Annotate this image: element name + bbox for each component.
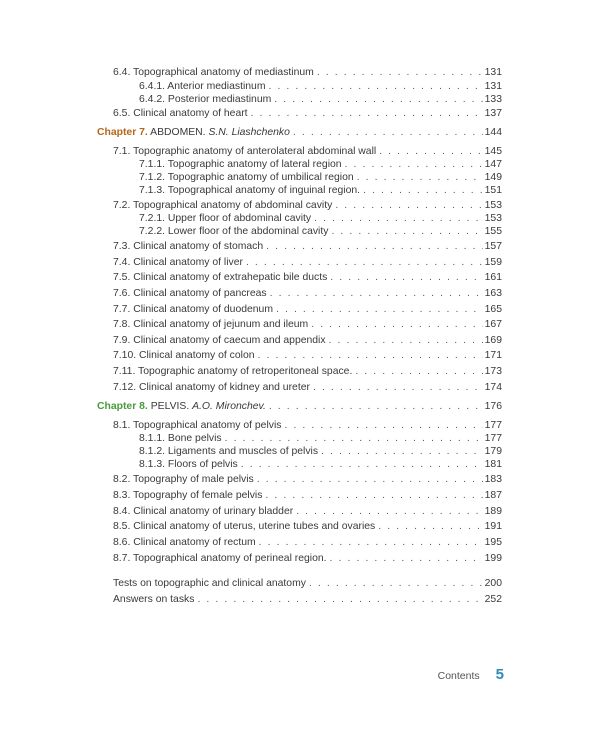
toc-entry[interactable]: [113, 66, 502, 79]
toc-entry[interactable]: [139, 158, 502, 171]
chapter-number: Chapter 8.: [97, 401, 148, 412]
toc-entry-page: 169: [484, 335, 502, 346]
toc-entry-page: 159: [484, 257, 502, 268]
dot-leader: [329, 334, 483, 347]
dot-leader: [246, 256, 483, 269]
toc-entry-page: 181: [484, 459, 502, 470]
dot-leader: [321, 445, 483, 458]
dot-leader: [241, 458, 483, 471]
dot-leader: [251, 107, 483, 120]
toc-entry-title: 6.5. Clinical anatomy of heart: [113, 108, 248, 119]
toc-entry-title: 7.9. Clinical anatomy of caecum and appendix: [113, 335, 326, 346]
toc-entry-page: 151: [484, 185, 502, 196]
toc-entry-page: 167: [484, 319, 502, 330]
toc-entry[interactable]: [113, 349, 502, 362]
toc-entry-page: 200: [484, 578, 502, 589]
dot-leader: [345, 158, 483, 171]
toc-entry[interactable]: [113, 505, 502, 518]
toc-entry-page: 147: [484, 159, 502, 170]
toc-entry-page: 131: [484, 67, 502, 78]
dot-leader: [379, 145, 482, 158]
toc-entry[interactable]: [139, 225, 502, 238]
toc-entry-title: 7.12. Clinical anatomy of kidney and ureter: [113, 382, 310, 393]
toc-entry-page: 199: [484, 553, 502, 564]
toc-entry-page: 177: [484, 420, 502, 431]
toc-entry[interactable]: [113, 334, 502, 347]
toc-entry-title: 7.11. Topographic anatomy of retroperitoneal space.: [113, 366, 353, 377]
toc-entry-title: 8.6. Clinical anatomy of rectum: [113, 537, 256, 548]
toc-entry-title: 7.1.1. Topographic anatomy of lateral region: [139, 159, 342, 170]
toc-entry[interactable]: [113, 287, 502, 300]
toc-entry-title: 6.4. Topographical anatomy of mediastinum: [113, 67, 314, 78]
chapter-number: Chapter 7.: [97, 127, 148, 138]
dot-leader: [265, 489, 482, 502]
toc-entry-title: 8.1.3. Floors of pelvis: [139, 459, 238, 470]
toc-entry[interactable]: [113, 318, 502, 331]
toc-entry-title: 8.1. Topographical anatomy of pelvis: [113, 420, 282, 431]
toc-entry[interactable]: [139, 184, 502, 197]
dot-leader: [378, 520, 482, 533]
toc-entry-page: 187: [484, 490, 502, 501]
toc-entry-page: 195: [484, 537, 502, 548]
dot-leader: [313, 381, 483, 394]
toc-entry-page: 149: [484, 172, 502, 183]
toc-entry-page: 183: [484, 474, 502, 485]
toc-entry-page: 179: [484, 446, 502, 457]
dot-leader: [269, 400, 483, 413]
toc-entry-page: 191: [484, 521, 502, 532]
toc-entry-title: 7.2.2. Lower floor of the abdominal cavity: [139, 226, 329, 237]
dot-leader: [225, 432, 483, 445]
chapter-title: PELVIS.: [150, 401, 190, 412]
toc-entry-page: 163: [484, 288, 502, 299]
toc-entry[interactable]: [113, 536, 502, 549]
toc-entry-title: 7.2. Topographical anatomy of abdominal cavity: [113, 200, 333, 211]
footer-section-label: Contents: [437, 670, 480, 682]
toc-entry-page: 137: [484, 108, 502, 119]
dot-leader: [330, 271, 482, 284]
dot-leader: [276, 303, 483, 316]
toc-entry[interactable]: [113, 552, 502, 565]
toc-entry[interactable]: [113, 256, 502, 269]
toc-entry-title: 7.1. Topographic anatomy of anterolateral abdominal wall: [113, 146, 377, 157]
toc-entry[interactable]: [113, 365, 502, 378]
toc-entry-title: 8.3. Topography of female pelvis: [113, 490, 263, 501]
dot-leader: [268, 80, 482, 93]
toc-entry[interactable]: [113, 593, 502, 606]
dot-leader: [284, 419, 482, 432]
toc-entry-title: 7.2.1. Upper floor of abdominal cavity: [139, 213, 312, 224]
toc-entry[interactable]: [139, 212, 502, 225]
toc-entry[interactable]: [139, 458, 502, 471]
toc-entry-page: 145: [484, 146, 502, 157]
toc-entry[interactable]: [113, 199, 502, 212]
toc-entry[interactable]: [139, 445, 502, 458]
dot-leader: [274, 93, 482, 106]
toc-entry-page: 171: [484, 350, 502, 361]
toc-entry-title: 6.4.1. Anterior mediastinum: [139, 81, 266, 92]
dot-leader: [357, 171, 483, 184]
toc-entry-title: 7.3. Clinical anatomy of stomach: [113, 241, 264, 252]
toc-entry-title: Tests on topographic and clinical anatomy: [113, 578, 306, 589]
toc-entry-page: 165: [484, 304, 502, 315]
toc-entry-title: 7.1.2. Topographic anatomy of umbilical region: [139, 172, 354, 183]
toc-entry[interactable]: [113, 240, 502, 253]
toc-entry[interactable]: [113, 577, 502, 590]
dot-leader: [330, 552, 483, 565]
toc-entry[interactable]: [139, 432, 502, 445]
chapter-7-heading[interactable]: [97, 126, 502, 139]
dot-leader: [258, 349, 483, 362]
toc-entry-page: 157: [484, 241, 502, 252]
toc-entry-page: 144: [484, 127, 502, 138]
dot-leader: [309, 577, 483, 590]
toc-entry-title: 7.10. Clinical anatomy of colon: [113, 350, 255, 361]
toc-entry-page: 161: [484, 272, 502, 283]
toc-entry-title: 8.4. Clinical anatomy of urinary bladder: [113, 506, 294, 517]
dot-leader: [355, 365, 482, 378]
toc-entry-page: 189: [484, 506, 502, 517]
toc-entry-title: 6.4.2. Posterior mediastinum: [139, 94, 272, 105]
toc-entry-title: 8.1.2. Ligaments and muscles of pelvis: [139, 446, 319, 457]
toc-entry[interactable]: [113, 381, 502, 394]
toc-entry-page: 176: [484, 401, 502, 412]
toc-entry-title: 8.1.1. Bone pelvis: [139, 433, 222, 444]
toc-entry-page: 252: [484, 594, 502, 605]
dot-leader: [257, 473, 483, 486]
toc-entry[interactable]: [113, 271, 502, 284]
toc-entry-title: 7.6. Clinical anatomy of pancreas: [113, 288, 267, 299]
toc-entry-title: 8.7. Topographical anatomy of perineal region.: [113, 553, 327, 564]
dot-leader: [266, 240, 482, 253]
toc-entry-title: 7.5. Clinical anatomy of extrahepatic bile ducts: [113, 272, 328, 283]
toc-entry-page: 153: [484, 213, 502, 224]
chapter-title: ABDOMEN.: [150, 127, 206, 138]
page-footer: [438, 666, 504, 683]
toc-entry-title: 8.2. Topography of male pelvis: [113, 474, 254, 485]
toc-entry[interactable]: [139, 93, 502, 106]
dot-leader: [259, 536, 483, 549]
dot-leader: [311, 318, 482, 331]
toc-entry[interactable]: [113, 107, 502, 120]
dot-leader: [335, 199, 482, 212]
toc-entry-page: 153: [484, 200, 502, 211]
dot-leader: [293, 126, 483, 139]
toc-entry[interactable]: [113, 489, 502, 502]
toc-entry-page: 173: [484, 366, 502, 377]
dot-leader: [314, 212, 483, 225]
dot-leader: [197, 593, 482, 606]
chapter-author: S.N. Liashchenko: [208, 127, 290, 138]
toc-entry[interactable]: [113, 303, 502, 316]
toc-entry-page: 174: [484, 382, 502, 393]
toc-entry-page: 155: [484, 226, 502, 237]
dot-leader: [317, 66, 483, 79]
toc-entry[interactable]: [139, 171, 502, 184]
toc-entry[interactable]: [113, 145, 502, 158]
dot-leader: [331, 225, 482, 238]
toc-entry[interactable]: [139, 80, 502, 93]
toc-entry-title: 7.1.3. Topographical anatomy of inguinal region.: [139, 185, 361, 196]
toc-entry-page: 177: [484, 433, 502, 444]
chapter-8-heading[interactable]: [97, 400, 502, 413]
toc-entry-page: 133: [484, 94, 502, 105]
toc-entry-title: 7.4. Clinical anatomy of liver: [113, 257, 243, 268]
page-number: 5: [495, 666, 504, 683]
toc-entry-title: 7.8. Clinical anatomy of jejunum and ileum: [113, 319, 309, 330]
toc-entry[interactable]: [113, 520, 502, 533]
dot-leader: [270, 287, 483, 300]
toc-entry-title: 7.7. Clinical anatomy of duodenum: [113, 304, 273, 315]
toc-entry-title: Answers on tasks: [113, 594, 195, 605]
toc-entry[interactable]: [113, 473, 502, 486]
chapter-author: A.O. Mironchev.: [192, 401, 266, 412]
dot-leader: [363, 184, 483, 197]
toc-entry-title: 8.5. Clinical anatomy of uterus, uterine tubes and ovaries: [113, 521, 376, 532]
dot-leader: [296, 505, 482, 518]
toc-entry-page: 131: [484, 81, 502, 92]
toc-entry[interactable]: [113, 419, 502, 432]
